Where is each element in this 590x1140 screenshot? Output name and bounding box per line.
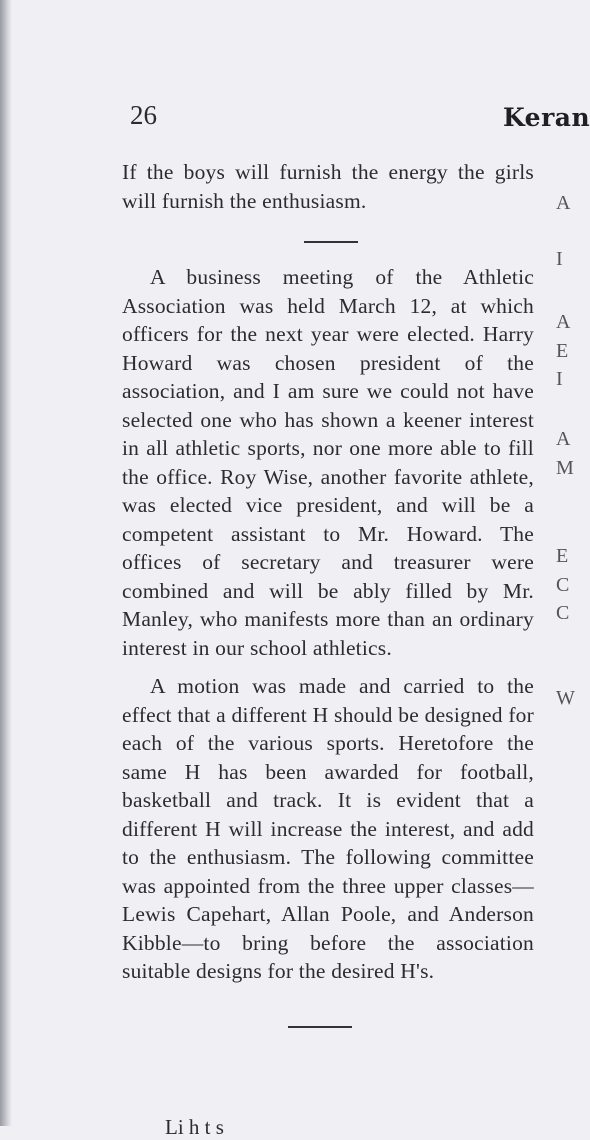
margin-letter: A: [556, 428, 571, 450]
margin-letter: A: [556, 192, 571, 214]
running-title: Keran: [503, 103, 590, 132]
paragraph-2: A business meeting of the Athletic Association was held March 12, at which officers for the next year were elected. Harry Howard was chosen president of the association, and I am sure we could not have selected one who has shown a keener interest in all athletic sports, nor one more able to fill the office. Roy Wise, another favorite athlete, was elected vice president, and will be a competent assistant to Mr. Howard. The offices of secretary and treasurer were combined and will be ably filled by Mr. Manley, who manifests more than an ordinary interest in our school athletics.: [122, 265, 534, 660]
margin-letter: C: [556, 574, 570, 596]
body-text: [122, 158, 534, 1028]
page-number: 26: [130, 100, 157, 130]
margin-letter: C: [556, 602, 570, 624]
page-binding-shadow: [0, 0, 12, 1126]
margin-letter: A: [556, 311, 571, 333]
right-margin-bleed: [556, 0, 576, 1126]
section-divider: [288, 1026, 352, 1028]
margin-letter: W: [556, 687, 575, 709]
margin-letter: E: [556, 545, 569, 567]
paragraph-1: If the boys will furnish the energy the girls will furnish the enthusiasm.: [122, 160, 534, 213]
paragraph-3: A motion was made and carried to the effect that a different H should be designed for each of the various sports. Heretofore the same H has been awarded for football, basketball and track. It is evident that a different H will increase the interest, and add to the enthusiasm. The following committee was appointed from the three upper classes—Lewis Capehart, Allan Poole, and Anderson Kibble—to bring before the association suitable designs for the desired H's.: [122, 674, 534, 983]
margin-letter: M: [556, 457, 574, 479]
partial-next-line: Li h t s: [165, 1115, 224, 1139]
margin-letter: I: [556, 368, 563, 390]
margin-letter: I: [556, 248, 563, 270]
margin-letter: E: [556, 340, 569, 362]
section-divider: [304, 241, 358, 243]
